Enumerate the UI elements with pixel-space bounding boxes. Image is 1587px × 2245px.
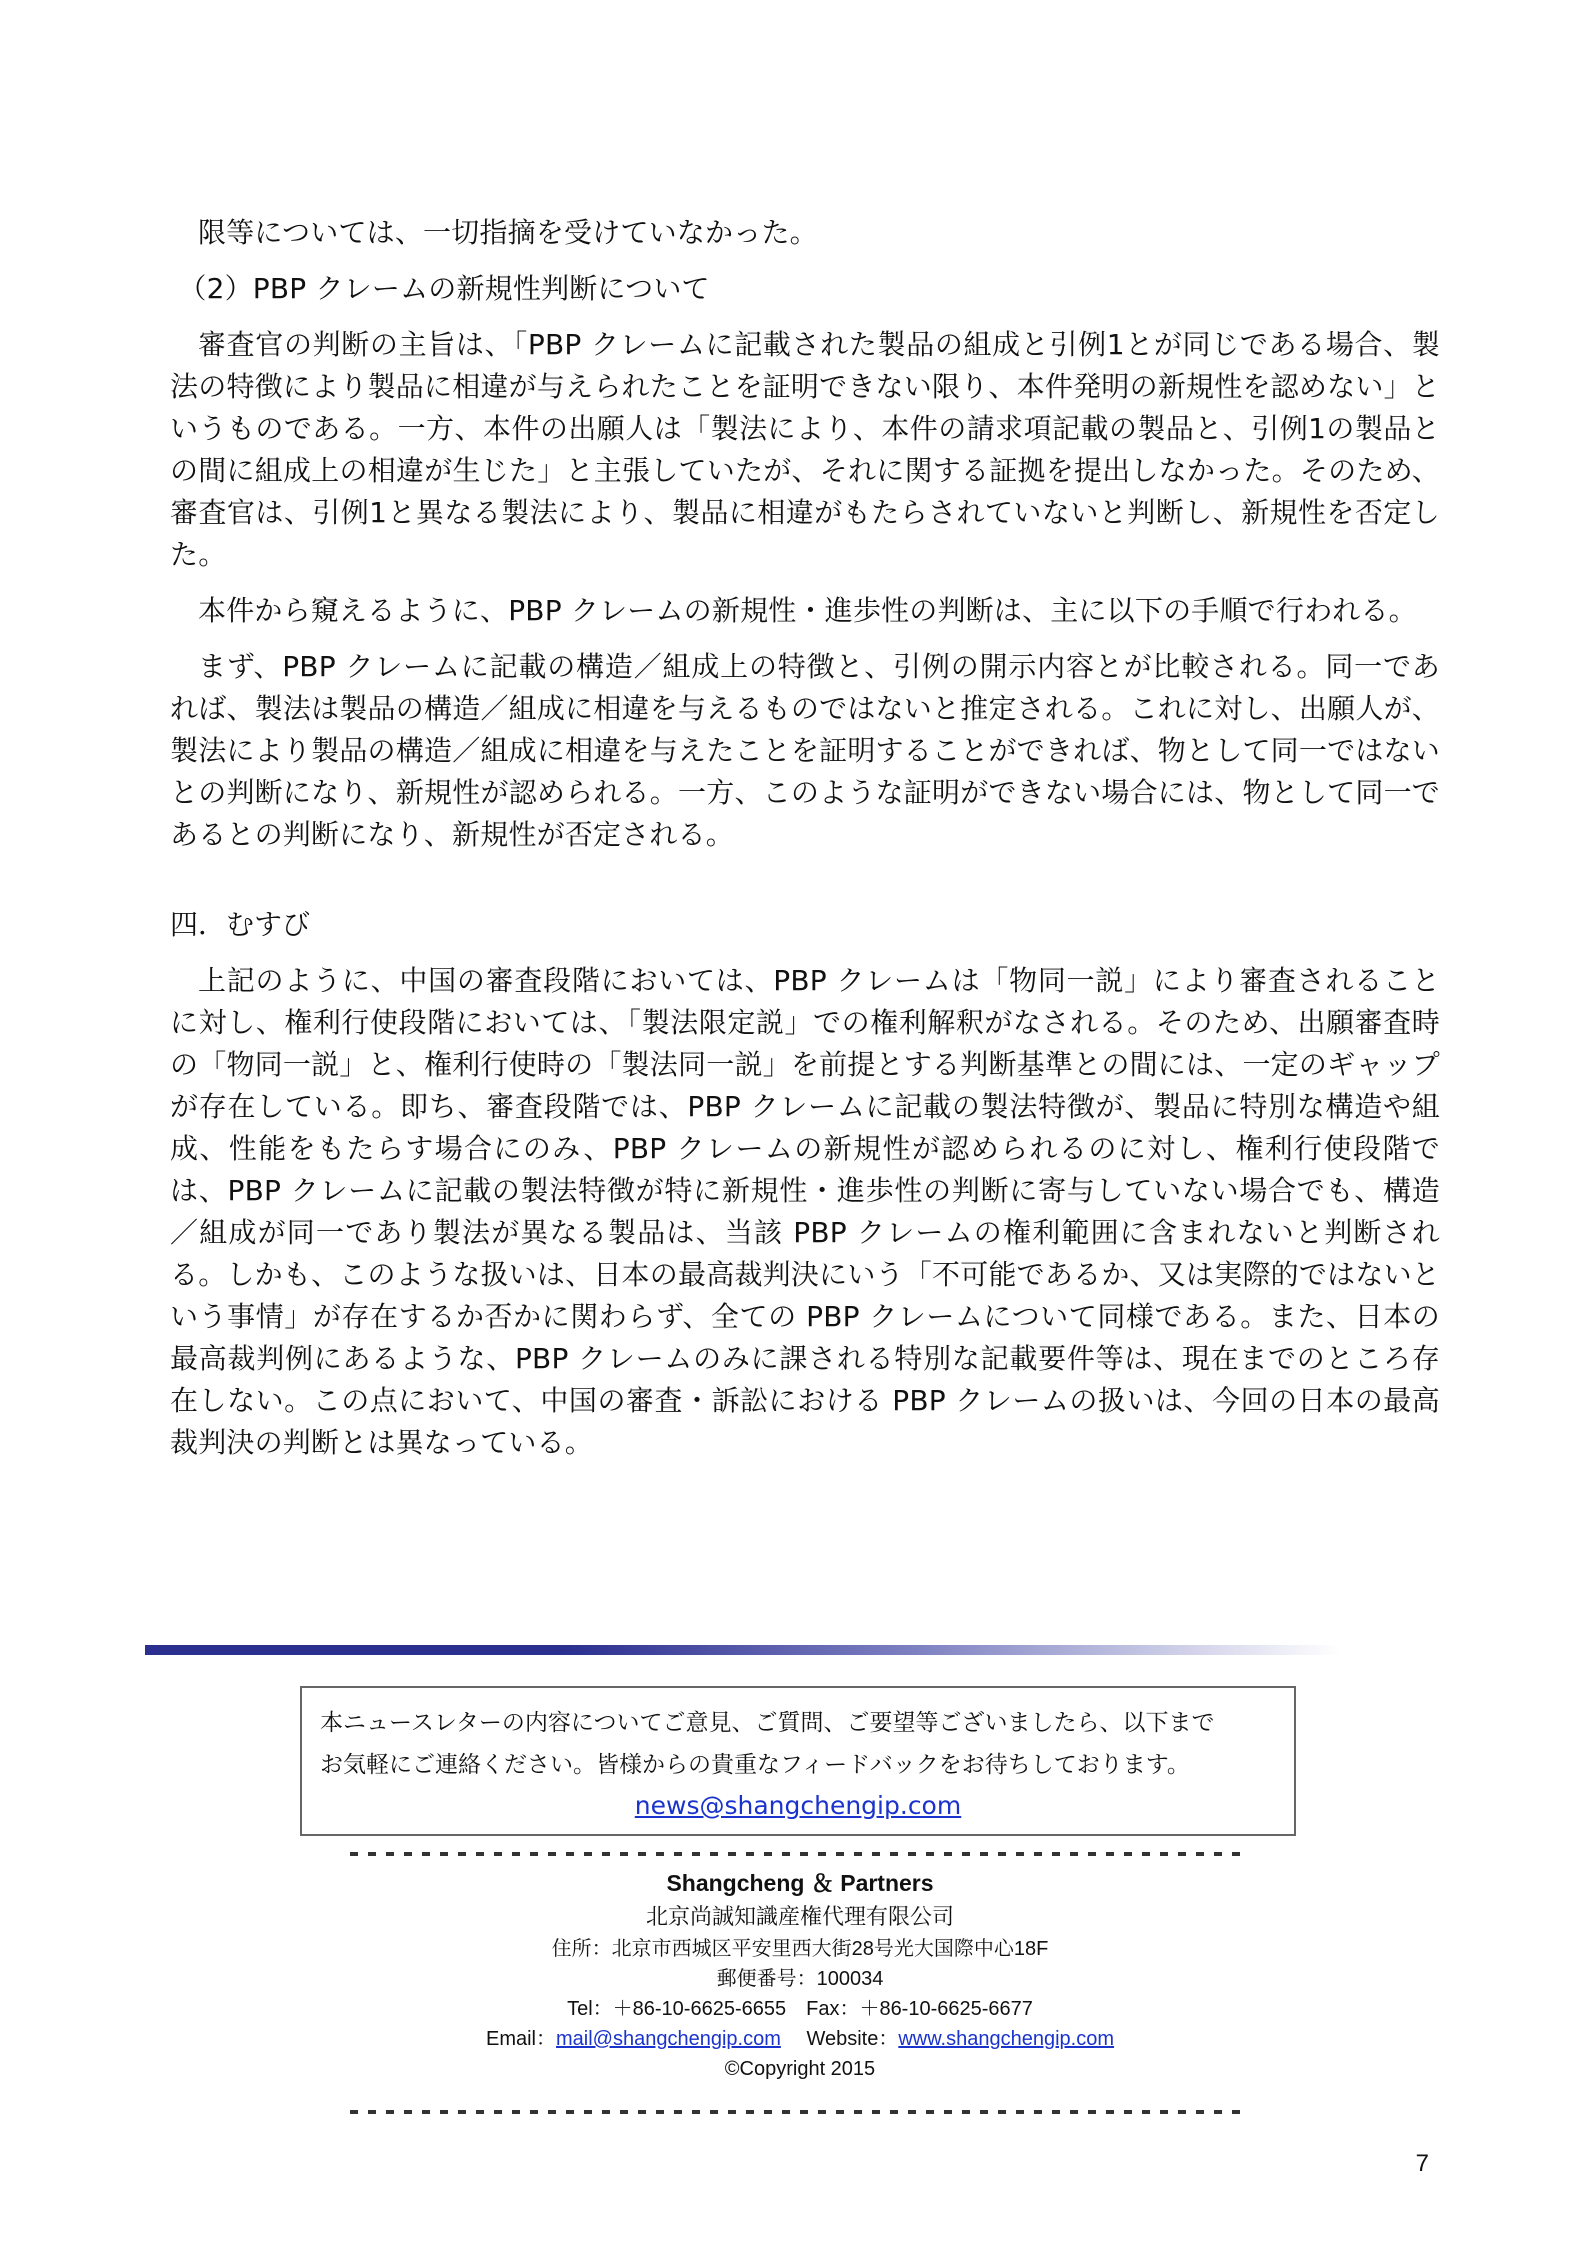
email-label: Email： <box>485 2028 556 2050</box>
contact-line-1: 本ニュースレターの内容についてご意見、ご質問、ご要望等ございましたら、以下まで <box>320 1710 1215 1736</box>
firm-contact-links <box>300 2024 1300 2054</box>
paragraph-procedure-detail: まず、PBP クレームに記載の構造／組成上の特徴と、引例の開示内容とが比較される。同一であれば、製法は製品の構造／組成に相違を与えるものではないと推定される。これに対し、出願人が、製法により製品の構造／組成に相違を与えたことを証明することができれば、物として同一ではないとの判断になり、新規性が認められる。一方、このような証明ができない場合には、物として同一であるとの判断になり、新規性が否定される。 <box>170 650 1440 851</box>
section-heading-conclusion: 四．むすび <box>170 908 311 941</box>
newsletter-email-link[interactable]: news@shangchengip.com <box>634 1791 962 1820</box>
firm-name-cn: 北京尚誠知識産権代理有限公司 <box>645 1904 954 1929</box>
paragraph-examiner-judgment: 審査官の判断の主旨は、「PBP クレームに記載された製品の組成と引例1とが同じである場合、製法の特徴により製品に相違が与えられたことを証明できない限り、本件発明の新規性を認めない」というものである。一方、本件の出願人は「製法により、本件の請求項記載の製品と、引例1の製品との間に組成上の相違が生じた」と主張していたが、それに関する証拠を提出しなかった。そのため、審査官は、引例1と異なる製法により、製品に相違がもたらされていないと判断し、新規性を否定した。 <box>170 328 1440 571</box>
firm-tel-fax: Tel：＋86-10-6625-6655 Fax：＋86-10-6625-6677 <box>567 1998 1033 2020</box>
subsection-heading: （2）PBP クレームの新規性判断について <box>178 272 710 305</box>
firm-email-link[interactable]: mail@shangchengip.com <box>556 2028 781 2050</box>
paragraph-conclusion: 上記のように、中国の審査段階においては、PBP クレームは「物同一説」により審査されることに対し、権利行使段階においては、「製法限定説」での権利解釈がなされる。そのため、出願審査時の「物同一説」と、権利行使時の「製法同一説」を前提とする判断基準との間には、一定のギャップが存在している。即ち、審査段階では、PBP クレームに記載の製法特徴が、製品に特別な構造や組成、性能をもたらす場合にのみ、PBP クレームの新規性が認められるのに対し、権利行使段階では、PBP クレームに記載の製法特徴が特に新規性・進歩性の判断に寄与していない場合でも、構造／組成が同一であり製法が異なる製品は、当該 PBP クレームの権利範囲に含まれないと判断される。しかも、このような扱いは、日本の最高裁判決にいう「不可能であるか、又は実際的ではないという事情」が存在するか否かに関わらず、全ての PBP クレームについて同様である。また、日本の最高裁判例にあるような、PBP クレームのみに課される特別な記載要件等は、現在までのところ存在しない。この点において、中国の審査・訴訟における PBP クレームの扱いは、今回の日本の最高裁判決の判断とは異なっている。 <box>170 964 1440 1459</box>
firm-address: 住所：北京市西城区平安里西大街28号光大国際中心18F <box>551 1938 1049 1960</box>
dashed-divider-bottom <box>350 2110 1250 2114</box>
article-body <box>170 212 1440 1478</box>
firm-website-link[interactable]: www.shangchengip.com <box>898 2028 1115 2050</box>
firm-footer <box>300 1866 1300 2084</box>
gradient-divider <box>145 1645 1340 1655</box>
paragraph-procedure-intro: 本件から窺えるように、PBP クレームの新規性・進歩性の判断は、主に以下の手順で行われる。 <box>198 594 1417 627</box>
copyright: ©Copyright 2015 <box>724 2058 876 2080</box>
contact-box <box>300 1686 1296 1836</box>
firm-postal-code: 郵便番号：100034 <box>716 1968 884 1990</box>
dashed-divider-top <box>350 1852 1250 1856</box>
paragraph-continuation: 限等については、一切指摘を受けていなかった。 <box>198 216 818 249</box>
firm-name: Shangcheng ＆ Partners <box>666 1870 934 1896</box>
page-number: 7 <box>1415 2150 1429 2177</box>
contact-line-2: お気軽にご連絡ください。皆様からの貴重なフィードバックをお待ちしております。 <box>320 1752 1190 1778</box>
website-label: Website： <box>806 2028 899 2050</box>
